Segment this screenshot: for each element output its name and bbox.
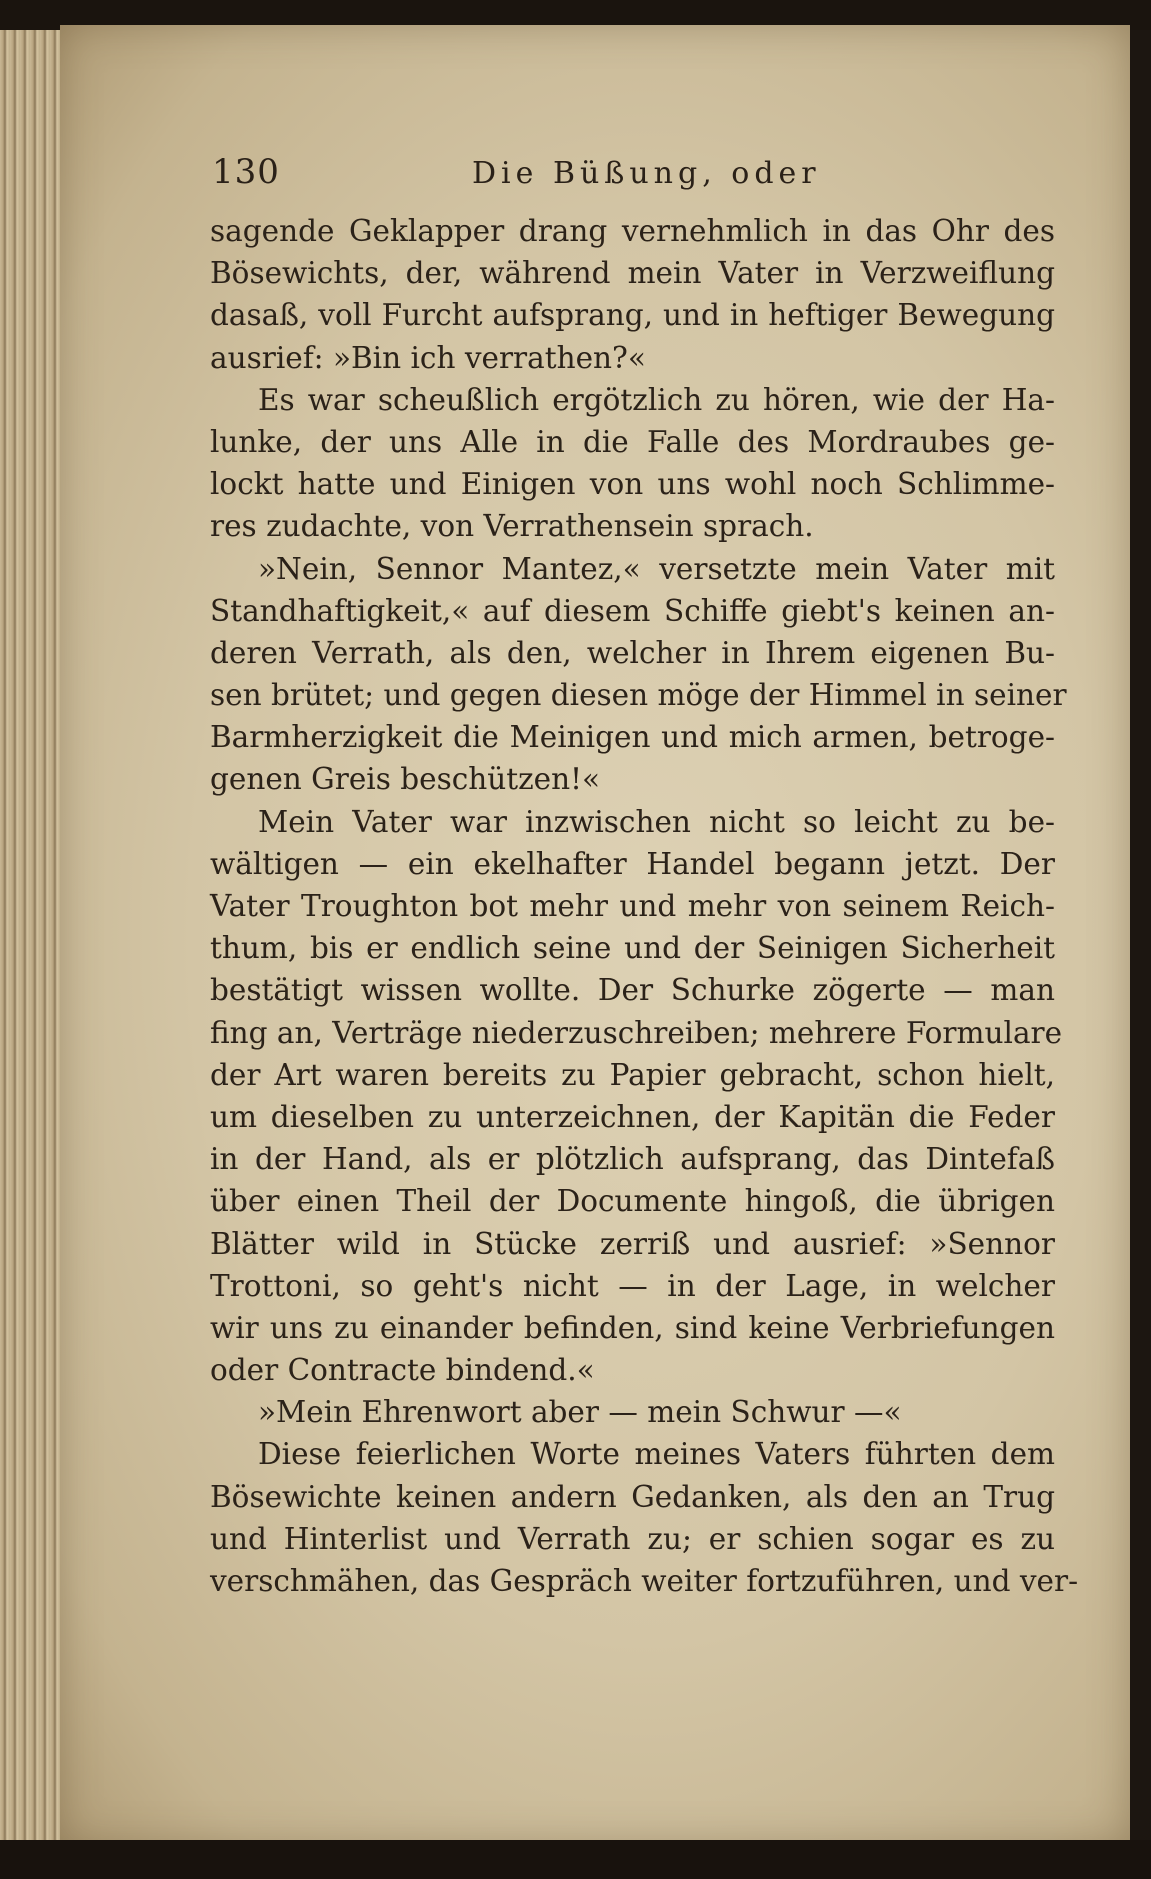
text-line: und Hinterlist und Verrath zu; er schien sogar es zu <box>210 1521 1055 1556</box>
text-line: Trottoni, so geht's nicht — in der Lage, in welcher <box>210 1268 1055 1303</box>
text-line: wältigen — ein ekelhafter Handel begann jetzt. Der <box>210 846 1055 881</box>
text-line: Bösewichte keinen andern Gedanken, als den an Trug <box>210 1479 1055 1514</box>
text-line: res zudachte, von Verrathensein sprach. <box>210 509 814 544</box>
text-line: genen Greis beschützen!« <box>210 762 601 797</box>
body-text <box>210 210 1079 1602</box>
text-line: sen brütet; und gegen diesen möge der Himmel in seiner <box>210 678 1067 713</box>
text-line: über einen Theil der Documente hingoß, die übrigen <box>210 1184 1055 1219</box>
text-line: Vater Troughton bot mehr und mehr von seinem Reich- <box>210 889 1055 923</box>
text-line: oder Contracte bindend.« <box>210 1353 595 1388</box>
text-line: Mein Vater war inzwischen nicht so leicht zu be- <box>258 804 1055 839</box>
book-bottom-edge <box>0 1840 1151 1879</box>
text-line: »Mein Ehrenwort aber — mein Schwur —« <box>258 1395 902 1430</box>
text-line: verschmähen, das Gespräch weiter fortzuführen, und ver- <box>210 1564 1079 1598</box>
text-line: Es war scheußlich ergötzlich zu hören, wie der Ha- <box>258 382 1055 417</box>
text-line: sagende Geklapper drang vernehmlich in das Ohr des <box>210 214 1055 248</box>
text-line: deren Verrath, als den, welcher in Ihrem eigenen Bu- <box>210 635 1055 670</box>
text-line: lockt hatte und Einigen von uns wohl noch Schlimme- <box>210 467 1055 502</box>
text-line: Bösewichts, der, während mein Vater in Verzweiflung <box>210 256 1055 291</box>
text-line: bestätigt wissen wollte. Der Schurke zögerte — man <box>210 973 1055 1008</box>
page-number: 130 <box>212 152 280 192</box>
text-line: lunke, der uns Alle in die Falle des Mordraubes ge- <box>210 424 1055 459</box>
text-line: thum, bis er endlich seine und der Seinigen Sicherheit <box>210 931 1055 966</box>
text-line: »Nein, Sennor Mantez,« versetzte mein Vater mit <box>258 551 1055 586</box>
running-head: Die Büßung, oder <box>472 156 821 191</box>
text-line: Diese feierlichen Worte meines Vaters führten dem <box>258 1437 1055 1472</box>
text-line: in der Hand, als er plötzlich aufsprang, das Dintefaß <box>210 1142 1055 1177</box>
text-line: ausrief: »Bin ich verrathen?« <box>210 340 646 375</box>
text-line: um dieselben zu unterzeichnen, der Kapitän die Feder <box>210 1099 1055 1134</box>
text-line: der Art waren bereits zu Papier gebracht, schon hielt, <box>210 1057 1055 1092</box>
text-line: Barmherzigkeit die Meinigen und mich armen, betroge- <box>210 720 1055 755</box>
text-line: wir uns zu einander befinden, sind keine Verbriefungen <box>210 1310 1055 1345</box>
text-line: dasaß, voll Furcht aufsprang, und in heftiger Bewegung <box>210 298 1055 333</box>
text-line: fing an, Verträge niederzuschreiben; mehrere Formulare <box>210 1015 1063 1050</box>
page-header <box>212 152 1052 202</box>
text-line: Blätter wild in Stücke zerriß und ausrief: »Sennor <box>210 1226 1055 1261</box>
text-line: Standhaftigkeit,« auf diesem Schiffe giebt's keinen an- <box>210 593 1055 628</box>
